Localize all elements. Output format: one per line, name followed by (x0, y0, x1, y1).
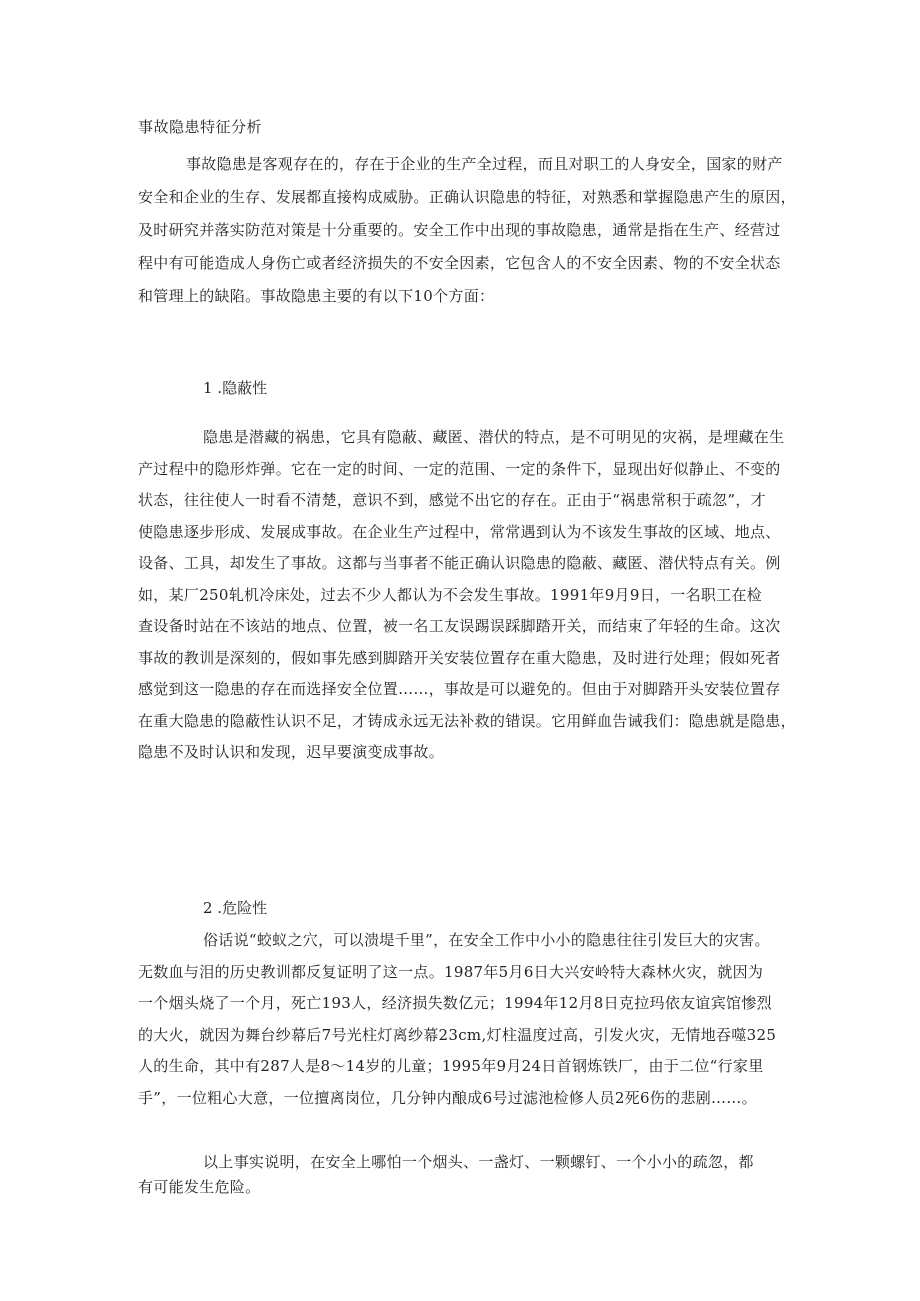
section-2-heading: 2 .危险性 (203, 899, 268, 917)
intro-line: 程中有可能造成人身伤亡或者经济损失的不安全因素，它包含人的不安全因素、物的不安全状态 (138, 254, 781, 272)
section-2-line: 无数血与泪的历史教训都反复证明了这一点。1987年5月6日大兴安岭特大森林火灾，就因为 (138, 962, 764, 981)
conclusion-line: 有可能发生危险。 (138, 1178, 261, 1196)
intro-line: 及时研究并落实防范对策是十分重要的。安全工作中出现的事故隐患，通常是指在生产、经营过 (138, 221, 781, 239)
section-2-line: 的大火，就因为舞台纱幕后7号光柱灯离纱幕23cm,灯柱温度过高，引发火灾，无情地吞噬325 (138, 1025, 777, 1044)
intro-line: 和管理上的缺陷。事故隐患主要的有以下10个方面： (138, 287, 495, 305)
intro-line: 安全和企业的生存、发展都直接构成威胁。正确认识隐患的特征，对熟悉和掌握隐患产生的原因， (138, 188, 796, 206)
section-1-line: 产过程中的隐形炸弹。它在一定的时间、一定的范围、一定的条件下，显现出好似静止、不变的 (138, 459, 781, 478)
conclusion-paragraph (138, 1150, 798, 1200)
section-1-line: 隐患不及时认识和发现，迟早要演变成事故。 (138, 743, 445, 761)
section-2-line: 俗话说“蛟蚁之穴，可以溃堤千里”，在安全工作中小小的隐患往往引发巨大的灾害。 (203, 931, 770, 949)
section-2-line: 一个烟头烧了一个月，死亡193人，经济损失数亿元；1994年12月8日克拉玛依友谊宾馆惨烈 (138, 994, 772, 1012)
conclusion-line: 以上事实说明，在安全上哪怕一个烟头、一盏灯、一颗螺钉、一个小小的疏忽，都 (203, 1153, 754, 1171)
section-1-line: 隐患是潜藏的祸患，它具有隐蔽、藏匿、潜伏的特点，是不可明见的灾祸，是埋藏在生 (203, 428, 785, 446)
section-1-heading: 1 .隐蔽性 (203, 379, 268, 397)
section-1-paragraph (138, 422, 798, 769)
section-2-line: 手”，一位粗心大意，一位擅离岗位，几分钟内酿成6号过滤池检修人员2死6伤的悲剧……。 (138, 1088, 757, 1107)
section-1-line: 事故的教训是深刻的，假如事先感到脚踏开关安装位置存在重大隐患，及时进行处理；假如死者 (138, 648, 781, 667)
document-title: 事故隐患特征分析 (138, 118, 263, 136)
section-1-line: 感觉到这一隐患的存在而选择安全位置……，事故是可以避免的。但由于对脚踏开头安装位置存 (138, 680, 781, 698)
intro-paragraph (138, 148, 798, 313)
section-2-line: 人的生命，其中有287人是8～14岁的儿童；1995年9月24日首钢炼铁厂，由于二位“行家里 (138, 1057, 764, 1075)
section-1-line: 使隐患逐步形成、发展成事故。在企业生产过程中，常常遇到认为不该发生事故的区域、地点、 (138, 522, 781, 541)
section-1-line: 查设备时站在不该站的地点、位置，被一名工友误踢误踩脚踏开关，而结束了年轻的生命。这次 (138, 617, 781, 635)
intro-line: 事故隐患是客观存在的，存在于企业的生产全过程，而且对职工的人身安全，国家的财产 (186, 155, 783, 173)
section-1-line: 设备、工具，却发生了事故。这都与当事者不能正确认识隐患的隐蔽、藏匿、潜伏特点有关。例 (138, 554, 781, 572)
section-1-line: 状态，往往使人一时看不清楚，意识不到，感觉不出它的存在。正由于“祸患常积于疏忽”，才 (138, 491, 766, 509)
section-2-paragraph (138, 925, 798, 1114)
section-1-line: 如，某厂250轧机冷床处，过去不少人都认为不会发生事故。1991年9月9日，一名职工在检 (138, 585, 763, 604)
section-1-line: 在重大隐患的隐蔽性认识不足，才铸成永远无法补救的错误。它用鲜血告诫我们：隐患就是隐患， (138, 711, 796, 730)
